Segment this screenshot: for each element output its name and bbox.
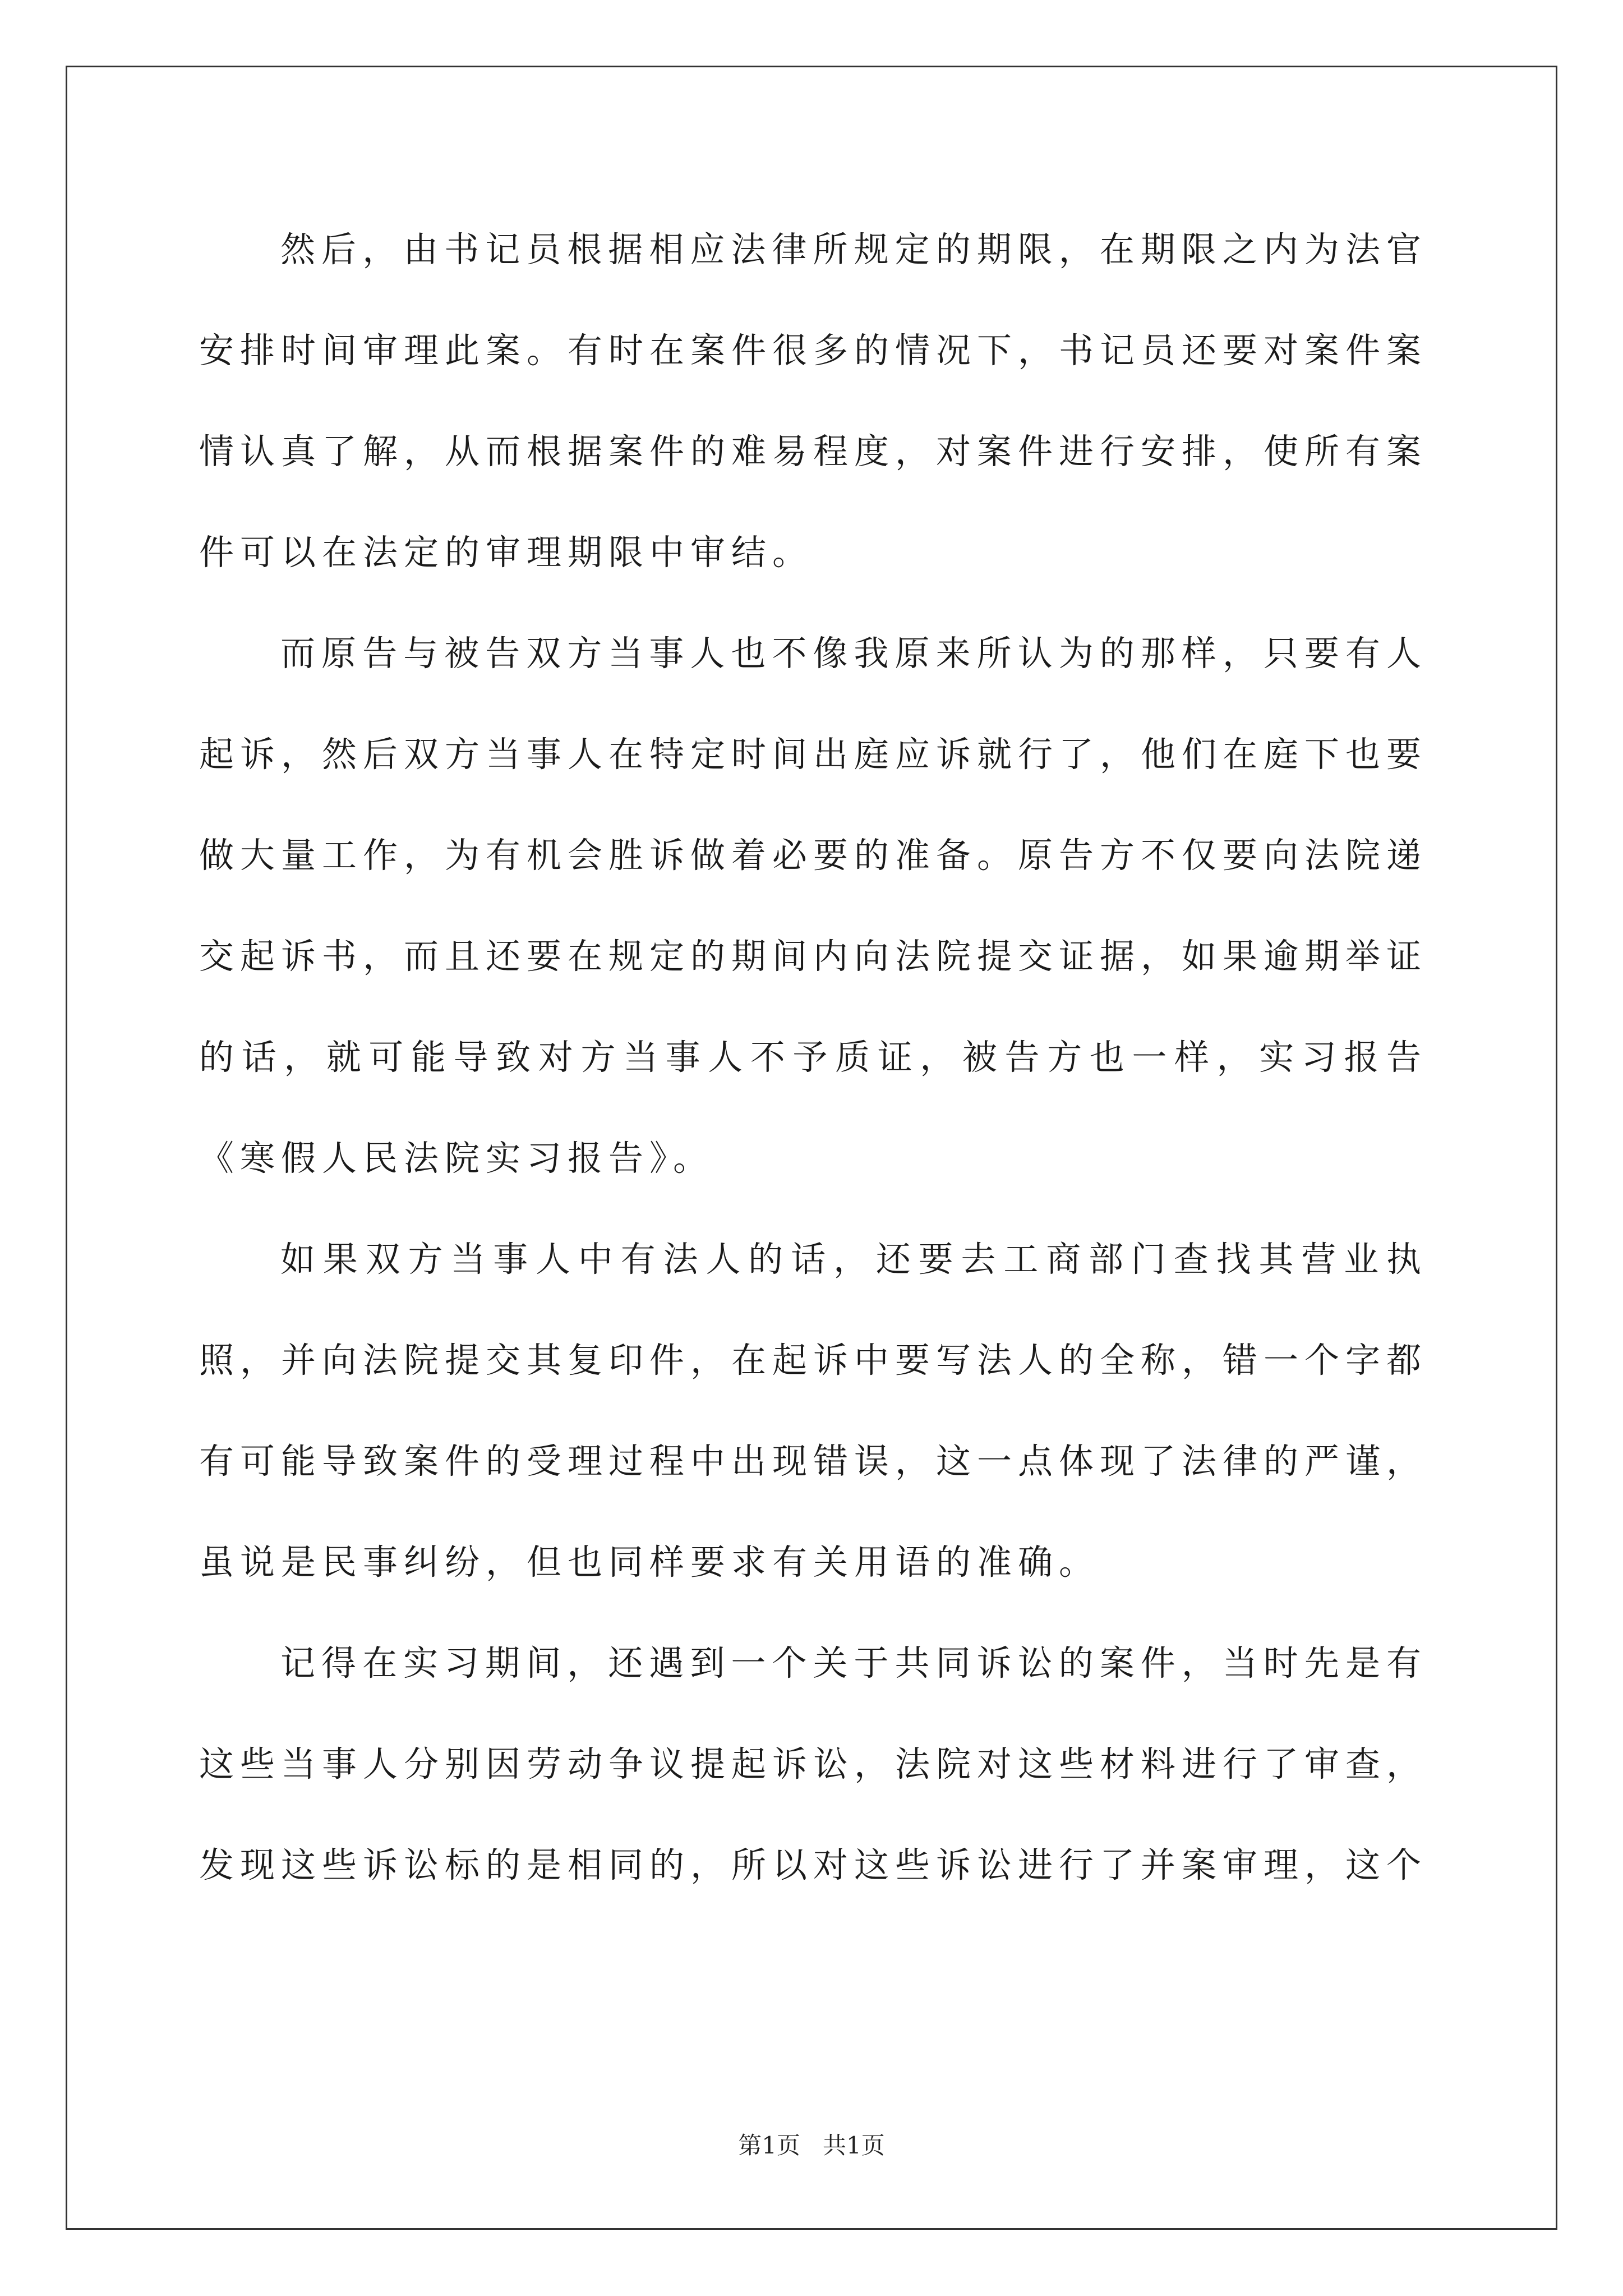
page-footer [0, 2127, 1623, 2161]
document-body [199, 199, 1427, 1916]
paragraph-4: 记得在实习期间，还遇到一个关于共同诉讼的案件，当时先是有这些当事人分别因劳动争议提起诉讼，法院对这些材料进行了审查，发现这些诉讼标的是相同的，所以对这些诉讼进行了并案审理，这个 [199, 1642, 1428, 1885]
paragraph-3: 如果双方当事人中有法人的话，还要去工商部门查找其营业执照，并向法院提交其复印件，在起诉中要写法人的全称，错一个字都有可能导致案件的受理过程中出现错误，这一点体现了法律的严谨，虽说是民事纠纷，但也同样要求有关用语的准确。 [199, 1239, 1428, 1582]
page-number: 第1页 [738, 2132, 800, 2159]
paragraph-2: 而原告与被告双方当事人也不像我原来所认为的那样，只要有人起诉，然后双方当事人在特定时间出庭应诉就行了，他们在庭下也要做大量工作，为有机会胜诉做着必要的准备。原告方不仅要向法院递交起诉书，而且还要在规定的期间内向法院提交证据，如果逾期举证的话，就可能导致对方当事人不予质证，被告方也一样，实习报告《寒假人民法院实习报告》。 [199, 633, 1428, 1179]
page-total: 共1页 [823, 2132, 885, 2159]
paragraph-1: 然后，由书记员根据相应法律所规定的期限，在期限之内为法官安排时间审理此案。有时在案件很多的情况下，书记员还要对案件案情认真了解，从而根据案件的难易程度，对案件进行安排，使所有案件可以在法定的审理期限中审结。 [199, 229, 1428, 573]
